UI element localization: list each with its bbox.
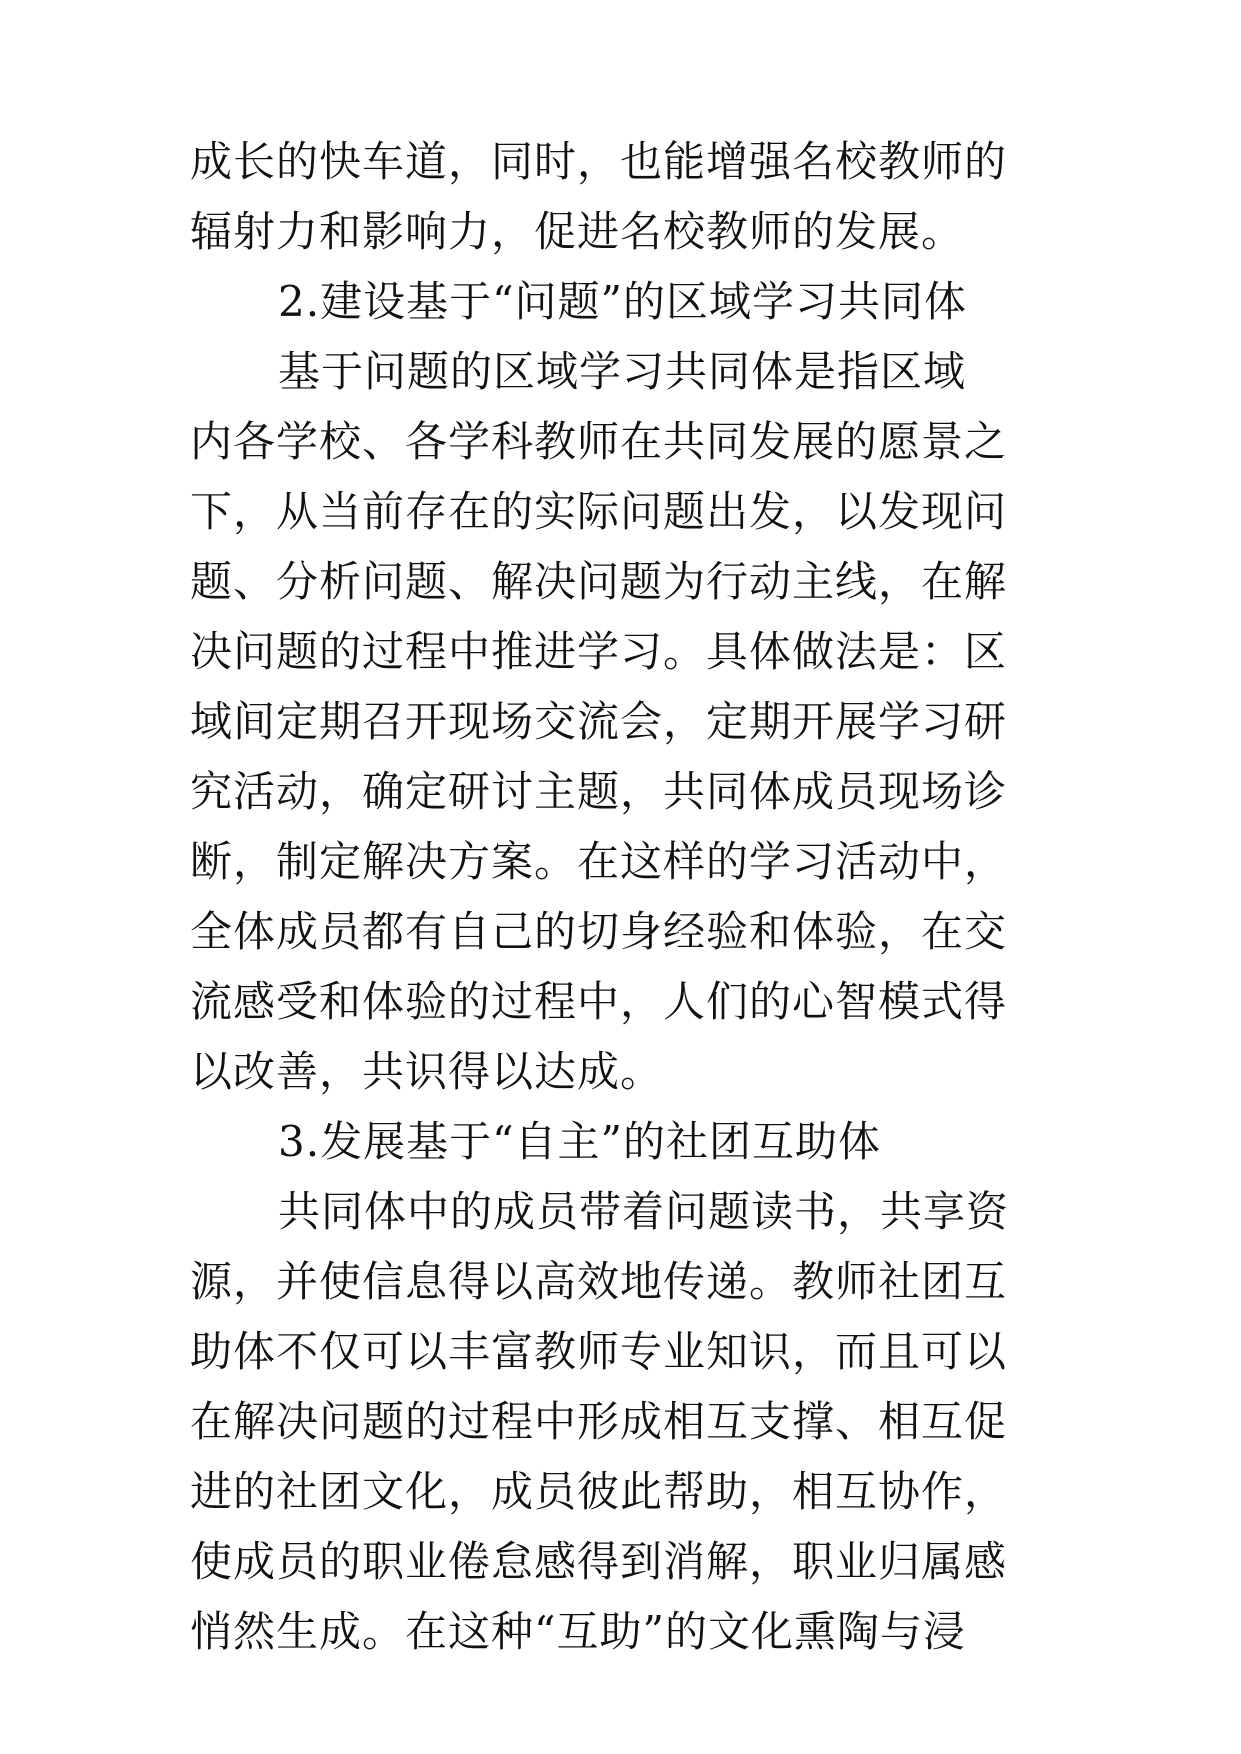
- text-line: 决问题的过程中推进学习。具体做法是：区: [190, 627, 1008, 676]
- text-line: 全体成员都有自己的切身经验和体验，在交: [190, 907, 1008, 956]
- text-line: 使成员的职业倦怠感得到消解，职业归属感: [190, 1537, 1008, 1586]
- text-line: 进的社团文化，成员彼此帮助，相互协作，: [190, 1467, 1008, 1516]
- section-heading: 2.建设基于“问题”的区域学习共同体: [278, 277, 968, 326]
- text-line: 共同体中的成员带着问题读书，共享资: [278, 1187, 1010, 1236]
- text-line: 悄然生成。在这种“互助”的文化熏陶与浸: [190, 1607, 966, 1656]
- text-line: 域间定期召开现场交流会，定期开展学习研: [190, 697, 1008, 746]
- section-heading: 3.发展基于“自主”的社团互助体: [278, 1117, 882, 1166]
- text-line: 下，从当前存在的实际问题出发，以发现问: [190, 487, 1008, 536]
- text-line: 源，并使信息得以高效地传递。教师社团互: [190, 1257, 1008, 1306]
- text-line: 助体不仅可以丰富教师专业知识，而且可以: [190, 1327, 1008, 1376]
- text-line: 断，制定解决方案。在这样的学习活动中，: [190, 837, 1008, 886]
- text-line: 辐射力和影响力，促进名校教师的发展。: [190, 207, 965, 256]
- text-line: 以改善，共识得以达成。: [190, 1047, 664, 1096]
- text-line: 究活动，确定研讨主题，共同体成员现场诊: [190, 767, 1008, 816]
- text-line: 成长的快车道，同时，也能增强名校教师的: [190, 137, 1008, 186]
- text-line: 题、分析问题、解决问题为行动主线，在解: [190, 557, 1008, 606]
- text-line: 流感受和体验的过程中，人们的心智模式得: [190, 977, 1008, 1026]
- text-line: 内各学校、各学科教师在共同发展的愿景之: [190, 417, 1008, 466]
- text-line: 在解决问题的过程中形成相互支撑、相互促: [190, 1397, 1008, 1446]
- text-line: 基于问题的区域学习共同体是指区域: [278, 347, 967, 396]
